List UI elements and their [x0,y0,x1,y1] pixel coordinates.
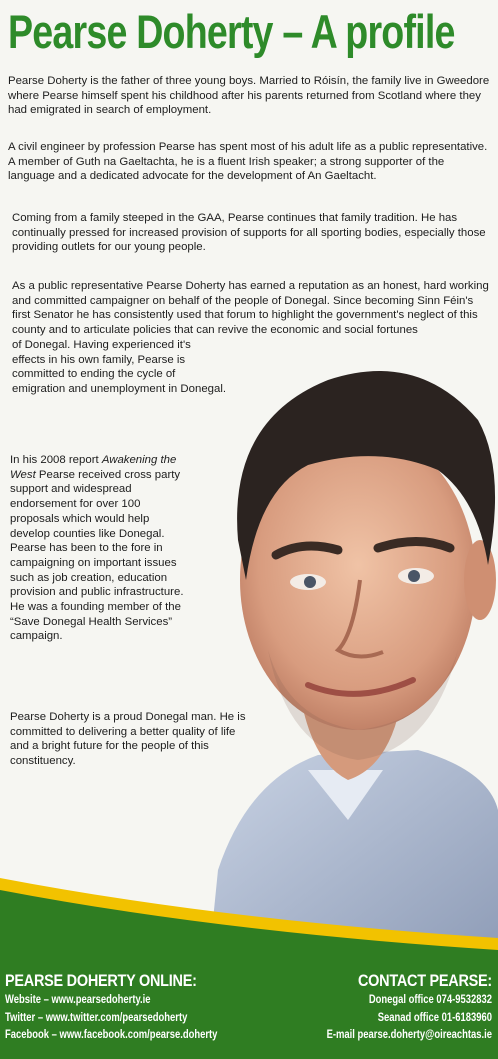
paragraph-closing: Pearse Doherty is a proud Donegal man. He is committed to delivering a better quality of life and a bright future for the people of this constituency. [10,711,246,768]
seanad-office-phone: Seanad office 01-6183960 [377,1011,492,1024]
contact-section [252,970,492,1045]
paragraph-representative-continued: of Donegal. Having experienced it's effects in his own family, Pearse is committed to ending the cycle of emigration and unemployment in Donegal. [12,338,227,395]
paragraph-representative-text: As a public representative Pearse Doherty has earned a reputation as an honest, hard working and committed campaigner on behalf of the people of Donegal. Since becoming Sinn Féin's first Senator he has consistently used that forum to highlight the government's neglect of this county and to articulate policies that can revive the economic and social fortunes [12,280,489,337]
paragraph-career: A civil engineer by profession Pearse has spent most of his adult life as a public representative. A member of Guth na Gaeltachta, he is a fluent Irish speaker; a strong supporter of the language and a dedicated advocate for the development of An Gaeltacht. [8,141,488,183]
paragraph-family: Pearse Doherty is the father of three young boys. Married to Róisín, the family live in Gweedore where Pearse himself spent his childhood after his parents returned from Scotland where they had emigrated in search of employment. [8,75,490,117]
contact-heading: CONTACT PEARSE: [358,971,492,990]
footer-banner [0,870,498,1059]
website-link[interactable]: Website – www.pearsedoherty.ie [5,994,151,1006]
report-title: Awakening the West [10,454,177,481]
paragraph-report-lead: In his 2008 report [10,454,102,466]
facebook-link[interactable]: Facebook – www.facebook.com/pearse.doherty [5,1029,218,1041]
paragraph-report-text: Pearse received cross party support and widespread endorsement for over 100 proposals which would help develop counties like Donegal. Pearse has been to the fore in campaigning on important issues such as job creation, education provision and public infrastructure. He was a founding member of the “Save Donegal Health Services” campaign. [10,468,184,643]
donegal-office-phone: Donegal office 074-9532832 [368,994,492,1006]
online-section [5,970,265,1045]
twitter-link[interactable]: Twitter – www.twitter.com/pearsedoherty [5,1011,188,1024]
paragraph-gaa: Coming from a family steeped in the GAA, Pearse continues that family tradition. He has continually pressed for increased provision of supports for all sporting bodies, especially those providing outlets for our young people. [12,212,486,254]
email-link[interactable]: E-mail pearse.doherty@oireachtas.ie [326,1029,492,1041]
page-title: Pearse Doherty – A profile [8,5,455,58]
paragraph-report [10,453,190,644]
online-heading: PEARSE DOHERTY ONLINE: [5,971,197,990]
